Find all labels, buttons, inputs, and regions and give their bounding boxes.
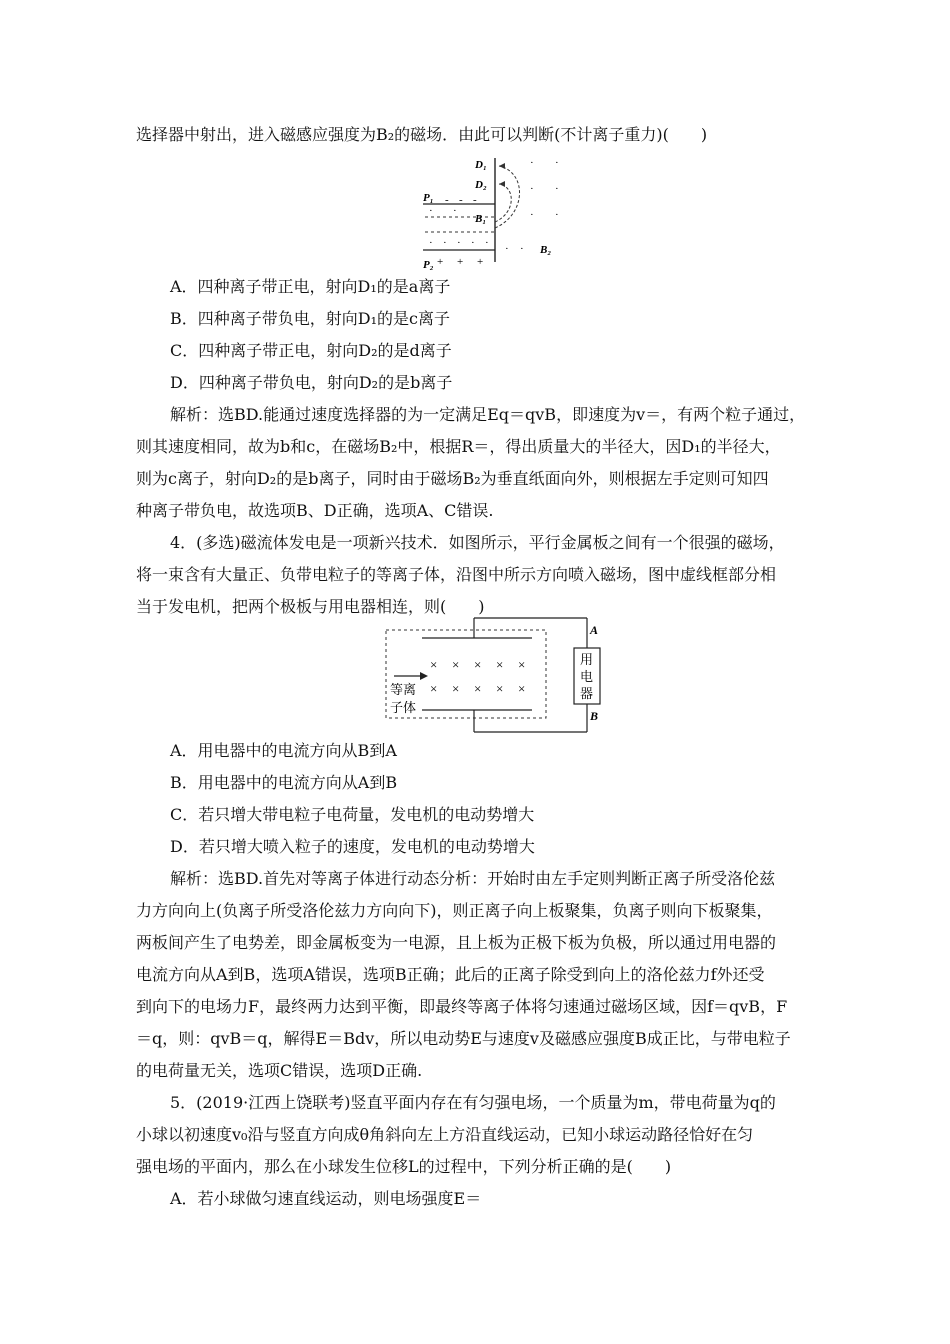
q4-analysis-line: 力方向向上(负离子所受洛伦兹力方向向下)，则正离子向上板聚集，负离子则向下板聚集， xyxy=(136,901,773,920)
q3-analysis-line: 种离子带负电，故选项B、D正确，选项A、C错误. xyxy=(136,501,494,520)
field-cross: × xyxy=(474,657,482,672)
plus-sign: + xyxy=(457,256,464,268)
field-cross: × xyxy=(496,681,504,696)
plus-sign: + xyxy=(437,256,444,268)
q4-analysis-line: 的电荷量无关，选项C错误，选项D正确. xyxy=(136,1061,423,1080)
label-b1: B₁ xyxy=(475,213,487,225)
arrowhead-d1 xyxy=(499,163,505,169)
field-dot: · xyxy=(555,209,559,221)
q4-figure xyxy=(382,614,607,736)
field-cross: × xyxy=(430,657,438,672)
q5-stem-line: 强电场的平面内，那么在小球发生位移L的过程中，下列分析正确的是( ) xyxy=(136,1157,672,1176)
q3-figure xyxy=(415,152,580,274)
q4-option-c: C．若只增大带电粒子电荷量，发电机的电动势增大 xyxy=(170,805,535,824)
q5-stem-line: 小球以初速度v₀沿与竖直方向成θ角斜向左上方沿直线运动，已知小球运动路径恰好在匀 xyxy=(136,1125,754,1144)
field-dot: · xyxy=(453,205,457,217)
q3-analysis-line: 则其速度相同，故为b和c，在磁场B₂中，根据R＝，得出质量大的半径大，因D₁的半径大， xyxy=(136,437,781,456)
label-p2: P₂ xyxy=(423,259,434,271)
field-cross: × xyxy=(430,681,438,696)
q3-option-c: C．四种离子带正电，射向D₂的是d离子 xyxy=(170,341,452,360)
field-dot: · xyxy=(520,243,524,255)
trajectory-d1 xyxy=(495,166,520,228)
field-dot: · xyxy=(429,205,433,217)
q4-analysis-line: 电流方向从A到B，选项A错误，选项B正确；此后的正离子除受到向上的洛伦兹力f外还受 xyxy=(136,965,765,984)
field-dot: · xyxy=(505,243,509,255)
field-dot: · xyxy=(530,209,534,221)
field-dot: · xyxy=(471,237,475,249)
field-dot: · xyxy=(429,237,433,249)
q3-analysis-line: 解析：选BD.能通过速度选择器的为一定满足Eq＝qvB，即速度为v＝，有两个粒子通过， xyxy=(170,405,806,424)
field-cross: × xyxy=(474,681,482,696)
field-dot: · xyxy=(555,157,559,169)
label-b: B xyxy=(590,709,599,723)
label-device: 电 xyxy=(580,669,594,684)
label-plasma: 等离 xyxy=(390,682,417,697)
field-dot: · xyxy=(485,237,489,249)
q3-option-b: B．四种离子带负电，射向D₁的是c离子 xyxy=(170,309,450,328)
q4-analysis-line: ＝q，则：qvB＝q，解得E＝Bdv，所以电动势E与速度v及磁感应强度B成正比，与带电粒子 xyxy=(136,1029,791,1048)
plus-sign: + xyxy=(477,256,484,268)
minus-sign: - xyxy=(445,194,449,206)
field-cross: × xyxy=(496,657,504,672)
trajectory-d2 xyxy=(495,184,511,222)
label-a: A xyxy=(590,623,599,637)
field-dot: · xyxy=(457,237,461,249)
field-cross: × xyxy=(518,681,526,696)
field-dot: · xyxy=(530,157,534,169)
q4-analysis-line: 两板间产生了电势差，即金属板变为一电源，且上板为正极下板为负极，所以通过用电器的 xyxy=(136,933,777,952)
q3-intro-line: 选择器中射出，进入磁感应强度为B₂的磁场．由此可以判断(不计离子重力)( ) xyxy=(136,125,708,144)
q4-option-b: B．用电器中的电流方向从A到B xyxy=(170,773,398,792)
arrowhead-d2 xyxy=(499,181,505,187)
q3-option-a: A．四种离子带正电，射向D₁的是a离子 xyxy=(170,277,451,296)
q4-option-d: D．若只增大喷入粒子的速度，发电机的电动势增大 xyxy=(170,837,535,856)
q3-analysis-line: 则为c离子，射向D₂的是b离子，同时由于磁场B₂为垂直纸面向外，则根据左手定则可知四 xyxy=(136,469,769,488)
field-cross: × xyxy=(518,657,526,672)
q4-analysis-line: 解析：选BD.首先对等离子体进行动态分析：开始时由左手定则判断正离子所受洛伦兹 xyxy=(170,869,776,888)
q4-stem-line: 当于发电机，把两个极板与用电器相连，则( ) xyxy=(136,597,485,616)
field-dot: · xyxy=(555,183,559,195)
arrowhead-injection xyxy=(420,672,428,680)
label-plasma: 子体 xyxy=(390,700,417,715)
label-device: 器 xyxy=(580,686,594,701)
label-p1: P₁ xyxy=(423,192,434,204)
label-device: 用 xyxy=(580,652,594,667)
q5-option-a: A．若小球做匀速直线运动，则电场强度E＝ xyxy=(170,1189,482,1208)
q5-stem-line: 5．(2019·江西上饶联考)竖直平面内存在有匀强电场，一个质量为m，带电荷量为q的 xyxy=(170,1093,776,1112)
q4-option-a: A．用电器中的电流方向从B到A xyxy=(170,741,397,760)
q4-stem-line: 4．(多选)磁流体发电是一项新兴技术．如图所示，平行金属板之间有一个很强的磁场， xyxy=(170,533,785,552)
q4-analysis-line: 到向下的电场力F，最终两力达到平衡，即最终等离子体将匀速通过磁场区域，因f＝qvB，F xyxy=(136,997,788,1016)
minus-sign: - xyxy=(473,194,477,206)
q3-option-d: D．四种离子带负电，射向D₂的是b离子 xyxy=(170,373,453,392)
q4-stem-line: 将一束含有大量正、负带电粒子的等离子体，沿图中所示方向喷入磁场，图中虚线框部分相 xyxy=(136,565,777,584)
minus-sign: - xyxy=(459,194,463,206)
field-cross: × xyxy=(452,657,460,672)
field-dot: · xyxy=(443,237,447,249)
field-cross: × xyxy=(452,681,460,696)
label-d1: D₁ xyxy=(475,159,487,171)
label-d2: D₂ xyxy=(475,179,487,191)
label-b2: B₂ xyxy=(540,244,552,256)
field-dot: · xyxy=(530,183,534,195)
